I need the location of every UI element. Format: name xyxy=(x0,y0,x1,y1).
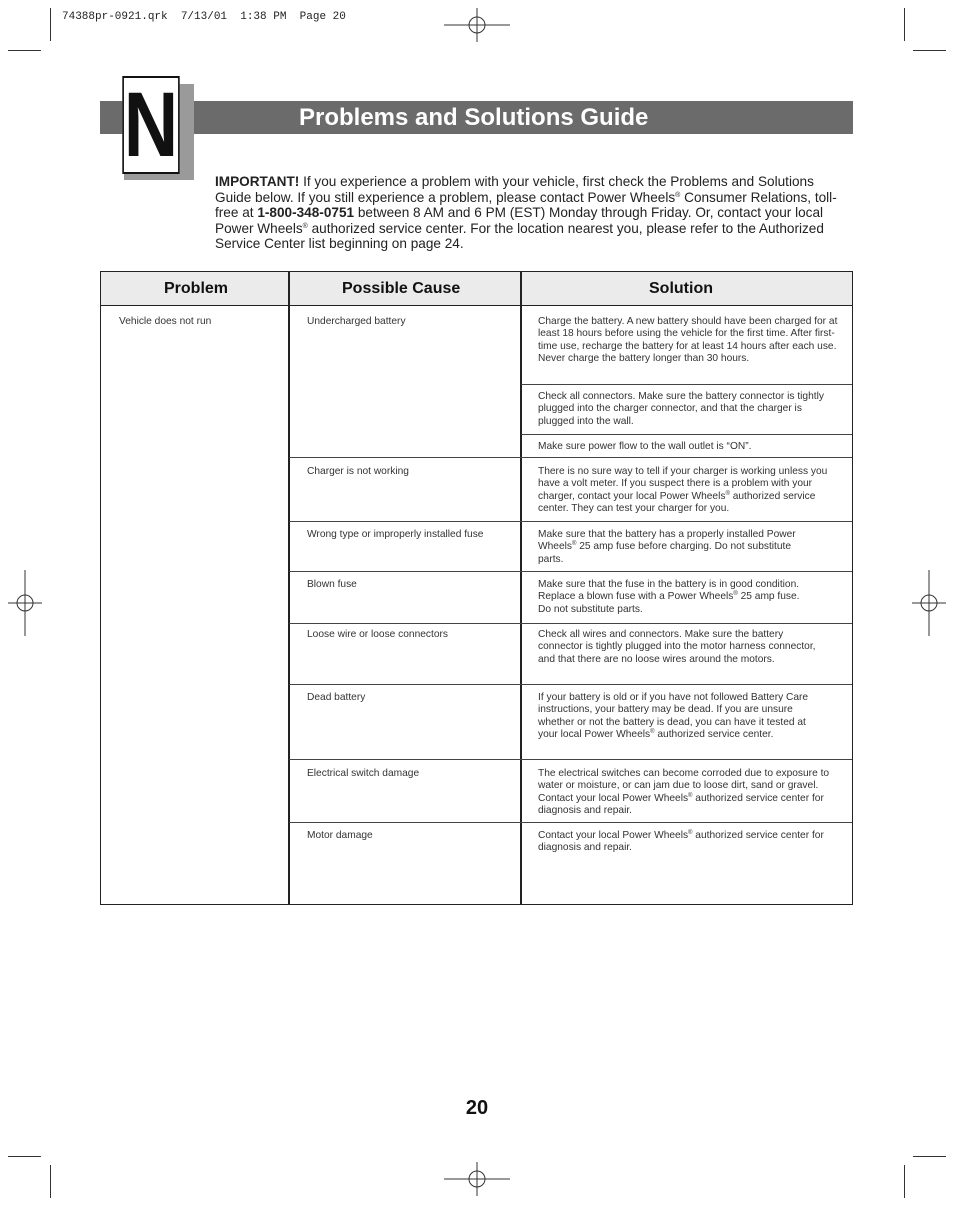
problems-table xyxy=(100,271,853,905)
row-divider xyxy=(521,384,852,385)
solution-cell: If your battery is old or if you have not followed Battery Care instructions, your battery may be dead. If you are unsure whether or not the battery is dead, you can have it tested at your local Power Wheels® authorized service center. xyxy=(538,692,809,741)
cause-cell: Dead battery xyxy=(307,692,366,703)
solution-cell: Make sure power flow to the wall outlet is “ON”. xyxy=(538,441,752,452)
cause-cell: Electrical switch damage xyxy=(307,768,420,779)
registration-mark-icon xyxy=(444,1162,510,1196)
section-letter: N xyxy=(123,74,179,176)
page-number: 20 xyxy=(465,1097,489,1119)
crop-mark xyxy=(913,1156,946,1157)
registration-mark-icon xyxy=(444,8,510,42)
solution-cell: Check all connectors. Make sure the battery connector is tightly plugged into the charger connector, and that the charger is plugged into the wall. xyxy=(538,391,824,427)
crop-mark xyxy=(8,1156,41,1157)
row-divider xyxy=(289,623,852,624)
column-divider xyxy=(288,272,290,904)
intro-paragraph: IMPORTANT! If you experience a problem with your vehicle, first check the Problems and Solutions Guide below. If you still experience a problem, please contact Power Wheels® Consumer Relations, toll-free at 1-800-348-0751 between 8 AM and 6 PM (EST) Monday through Friday. Or, contact your local Power Wheels® authorized service center. For the location nearest you, please refer to the Authorized Service Center list beginning on page 24. xyxy=(215,174,837,251)
problem-cell: Vehicle does not run xyxy=(119,316,212,327)
row-divider xyxy=(289,759,852,760)
solution-cell: Charge the battery. A new battery should have been charged for at least 18 hours before using the vehicle for the first time. After first-time use, recharge the battery for at least 14 hours after each use. Never charge the battery longer than 30 hours. xyxy=(538,316,838,365)
crop-mark xyxy=(50,1165,51,1198)
row-divider xyxy=(289,521,852,522)
important-label: IMPORTANT! xyxy=(215,174,300,189)
page-title: Problems and Solutions Guide xyxy=(299,104,649,131)
phone-number: 1-800-348-0751 xyxy=(257,205,355,220)
row-divider xyxy=(289,822,852,823)
cause-cell: Motor damage xyxy=(307,830,373,841)
registration-mark-icon xyxy=(8,570,42,636)
header-possible-cause: Possible Cause xyxy=(342,280,461,297)
row-divider xyxy=(289,457,852,458)
table-header xyxy=(101,272,852,306)
printer-slug: 74388pr-0921.qrk 7/13/01 1:38 PM Page 20 xyxy=(62,11,346,23)
solution-cell: Make sure that the fuse in the battery is in good condition. Replace a blown fuse with a Power Wheels® 25 amp fuse. Do not substitute parts. xyxy=(538,579,800,615)
cause-cell: Charger is not working xyxy=(307,466,409,477)
column-divider xyxy=(520,272,522,904)
cause-cell: Blown fuse xyxy=(307,579,357,590)
row-divider xyxy=(289,684,852,685)
cause-cell: Undercharged battery xyxy=(307,316,406,327)
solution-cell: Make sure that the battery has a properly installed Power Wheels® 25 amp fuse before charging. Do not substitute parts. xyxy=(538,529,796,565)
solution-cell: Contact your local Power Wheels® authorized service center for diagnosis and repair. xyxy=(538,830,824,854)
crop-mark xyxy=(904,8,905,41)
crop-mark xyxy=(50,8,51,41)
solution-cell: The electrical switches can become corroded due to exposure to water or moisture, or can jam due to loose dirt, sand or gravel. Contact your local Power Wheels® authorized service center for diagnosis and repair. xyxy=(538,768,830,817)
row-divider xyxy=(521,434,852,435)
row-divider xyxy=(289,571,852,572)
crop-mark xyxy=(8,50,41,51)
crop-mark xyxy=(904,1165,905,1198)
header-problem: Problem xyxy=(164,280,229,297)
header-solution: Solution xyxy=(649,280,713,297)
crop-mark xyxy=(913,50,946,51)
cause-cell: Loose wire or loose connectors xyxy=(307,629,449,640)
solution-cell: There is no sure way to tell if your charger is working unless you have a volt meter. If you suspect there is a problem with your charger, contact your local Power Wheels® authorized service center. They can test your charger for you. xyxy=(538,466,828,515)
cause-cell: Wrong type or improperly installed fuse xyxy=(307,529,484,540)
registration-mark-icon xyxy=(912,570,946,636)
solution-cell: Check all wires and connectors. Make sure the battery connector is tightly plugged into the motor harness connector, and that there are no loose wires around the motors. xyxy=(538,629,816,665)
